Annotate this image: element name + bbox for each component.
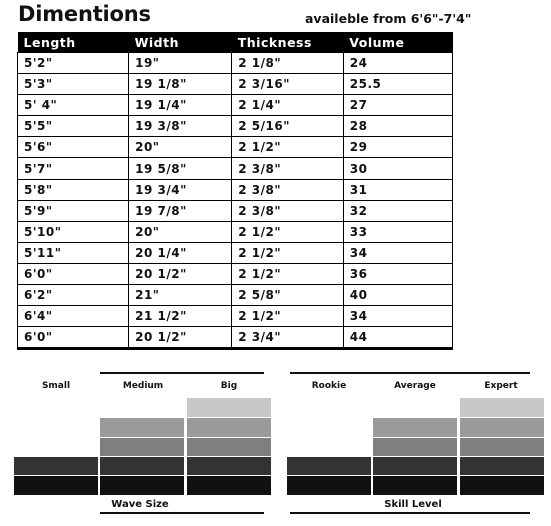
cell-length: 5'8" <box>18 179 129 200</box>
cell-thickness: 2 1/2" <box>232 137 344 158</box>
table-row <box>18 137 453 158</box>
cell-length: 5'11" <box>18 242 129 263</box>
cell-volume: 44 <box>343 327 452 349</box>
wave-size-bar-big-0 <box>187 476 271 495</box>
table-header-row <box>18 32 453 53</box>
cell-length: 5'6" <box>18 137 129 158</box>
cell-volume: 34 <box>343 242 452 263</box>
cell-length: 6'0" <box>18 327 129 349</box>
cell-thickness: 2 1/2" <box>232 221 344 242</box>
cell-volume: 27 <box>343 95 452 116</box>
header-length: Length <box>18 32 129 53</box>
cell-width: 20" <box>129 221 232 242</box>
table-row <box>18 221 453 242</box>
cell-width: 19 1/8" <box>129 74 232 95</box>
skill-level-top-rule <box>290 372 530 374</box>
skill-level-caption: Skill Level <box>384 499 442 510</box>
cell-length: 6'0" <box>18 263 129 284</box>
cell-thickness: 2 3/16" <box>232 74 344 95</box>
cell-thickness: 2 1/8" <box>232 53 344 74</box>
skill-level-bar-expert-0 <box>460 476 544 495</box>
cell-width: 21" <box>129 285 232 306</box>
cell-width: 20 1/4" <box>129 242 232 263</box>
wave-size-bar-medium-3 <box>100 418 184 437</box>
table-row <box>18 306 453 327</box>
skill-level-bar-expert-2 <box>460 438 544 456</box>
wave-size-bar-big-1 <box>187 457 271 475</box>
skill-level-bar-rookie-1 <box>287 457 371 475</box>
cell-length: 6'2" <box>18 285 129 306</box>
cell-length: 5'2" <box>18 53 129 74</box>
cell-width: 19 3/8" <box>129 116 232 137</box>
wave-size-bar-big-2 <box>187 438 271 456</box>
wave-size-bar-big-4 <box>187 398 271 417</box>
wave-size-caption: Wave Size <box>111 499 169 510</box>
cell-length: 5'5" <box>18 116 129 137</box>
skill-level-bar-average-1 <box>373 457 457 475</box>
skill-level-bar-average-2 <box>373 438 457 456</box>
wave-size-bar-medium-0 <box>100 476 184 495</box>
availability-note: availeble from 6'6"-7'4" <box>305 11 472 26</box>
skill-level-label-expert: Expert <box>484 381 518 391</box>
cell-volume: 25.5 <box>343 74 452 95</box>
page-title: Dimentions <box>18 2 151 26</box>
cell-width: 20 1/2" <box>129 263 232 284</box>
table-row <box>18 285 453 306</box>
wave-size-top-rule <box>100 372 264 374</box>
wave-size-bar-medium-1 <box>100 457 184 475</box>
cell-thickness: 2 1/2" <box>232 263 344 284</box>
wave-size-label-small: Small <box>41 381 71 391</box>
cell-width: 19" <box>129 53 232 74</box>
cell-length: 5'10" <box>18 221 129 242</box>
dimensions-table <box>17 32 453 350</box>
cell-volume: 33 <box>343 221 452 242</box>
cell-volume: 32 <box>343 200 452 221</box>
wave-size-bar-medium-2 <box>100 438 184 456</box>
cell-volume: 24 <box>343 53 452 74</box>
cell-thickness: 2 5/16" <box>232 116 344 137</box>
cell-width: 19 7/8" <box>129 200 232 221</box>
header-volume: Volume <box>343 32 452 53</box>
cell-thickness: 2 1/2" <box>232 306 344 327</box>
cell-volume: 40 <box>343 285 452 306</box>
cell-volume: 29 <box>343 137 452 158</box>
skill-level-bar-expert-3 <box>460 418 544 437</box>
table-row <box>18 116 453 137</box>
cell-thickness: 2 1/4" <box>232 95 344 116</box>
header-thickness: Thickness <box>232 32 344 53</box>
cell-thickness: 2 3/4" <box>232 327 344 349</box>
cell-width: 19 3/4" <box>129 179 232 200</box>
skill-level-bar-rookie-0 <box>287 476 371 495</box>
wave-size-bar-big-3 <box>187 418 271 437</box>
table-row <box>18 327 453 349</box>
table-row <box>18 53 453 74</box>
cell-thickness: 2 3/8" <box>232 200 344 221</box>
cell-length: 5' 4" <box>18 95 129 116</box>
table-row <box>18 263 453 284</box>
wave-size-bottom-rule <box>100 512 264 514</box>
table-row <box>18 158 453 179</box>
cell-width: 19 5/8" <box>129 158 232 179</box>
cell-length: 5'7" <box>18 158 129 179</box>
skill-level-label-average: Average <box>394 381 436 391</box>
cell-thickness: 2 3/8" <box>232 158 344 179</box>
table-row <box>18 242 453 263</box>
cell-thickness: 2 3/8" <box>232 179 344 200</box>
cell-thickness: 2 1/2" <box>232 242 344 263</box>
skill-level-bar-average-3 <box>373 418 457 437</box>
cell-volume: 28 <box>343 116 452 137</box>
cell-volume: 34 <box>343 306 452 327</box>
cell-length: 6'4" <box>18 306 129 327</box>
skill-level-bar-expert-4 <box>460 398 544 417</box>
cell-width: 21 1/2" <box>129 306 232 327</box>
cell-volume: 36 <box>343 263 452 284</box>
skill-level-bar-expert-1 <box>460 457 544 475</box>
skill-level-bar-average-0 <box>373 476 457 495</box>
cell-width: 20" <box>129 137 232 158</box>
table-row <box>18 200 453 221</box>
cell-length: 5'9" <box>18 200 129 221</box>
cell-thickness: 2 5/8" <box>232 285 344 306</box>
cell-width: 20 1/2" <box>129 327 232 349</box>
table-row <box>18 95 453 116</box>
cell-volume: 31 <box>343 179 452 200</box>
wave-size-bar-small-0 <box>14 476 98 495</box>
table-row <box>18 179 453 200</box>
table-row <box>18 74 453 95</box>
wave-size-label-big: Big <box>220 381 238 391</box>
header-width: Width <box>129 32 232 53</box>
cell-length: 5'3" <box>18 74 129 95</box>
wave-size-label-medium: Medium <box>122 381 164 391</box>
skill-level-label-rookie: Rookie <box>311 381 347 391</box>
cell-volume: 30 <box>343 158 452 179</box>
cell-width: 19 1/4" <box>129 95 232 116</box>
wave-size-bar-small-1 <box>14 457 98 475</box>
skill-level-bottom-rule <box>290 512 530 514</box>
